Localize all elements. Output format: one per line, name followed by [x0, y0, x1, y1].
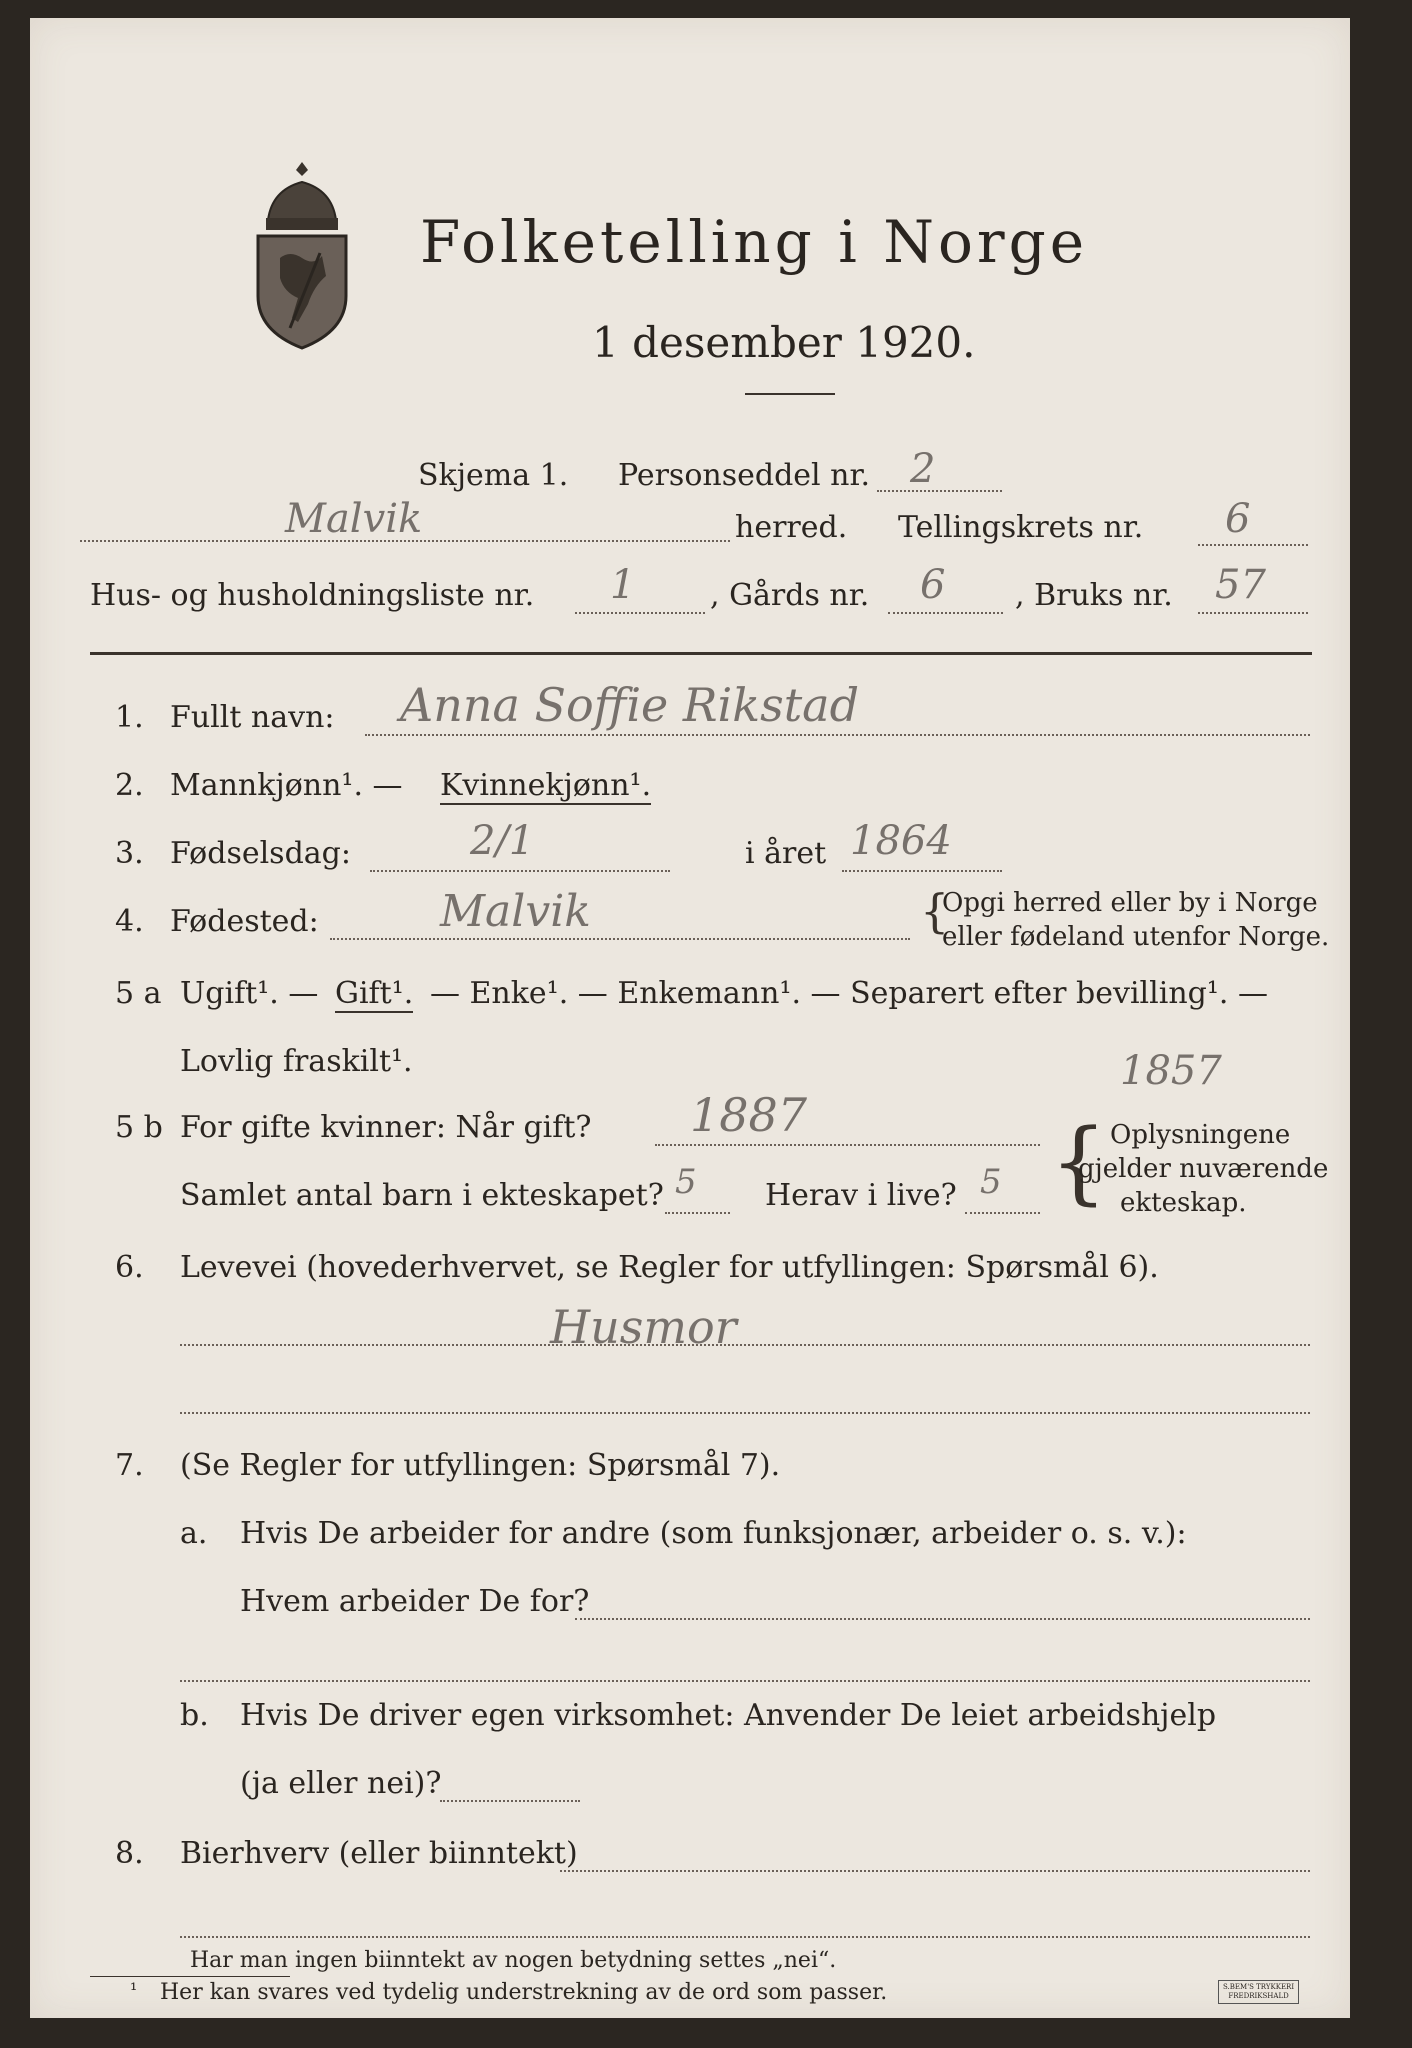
q6-value: Husmor	[550, 1300, 737, 1354]
bruks-label: , Bruks nr.	[1015, 578, 1173, 613]
hus-label: Hus- og husholdningsliste nr.	[90, 578, 535, 613]
q5b-value: 1887	[690, 1088, 808, 1142]
coat-of-arms-icon	[250, 158, 355, 353]
q7a-dotted-line	[575, 1618, 1310, 1620]
q6-dotted-line-1	[180, 1344, 1310, 1346]
footnote-rule	[90, 1976, 290, 1977]
q4-dotted-line	[330, 938, 910, 940]
q4-value: Malvik	[440, 886, 591, 937]
q5b-dotted-line	[655, 1144, 1040, 1146]
q7a-label2: Hvem arbeider De for?	[240, 1584, 590, 1619]
q7-number: 7.	[115, 1448, 144, 1483]
gards-value: 6	[920, 562, 946, 608]
q5b-number: 5 b	[115, 1110, 163, 1145]
herred-value: Malvik	[285, 496, 423, 542]
q5b-extra-year: 1857	[1120, 1048, 1222, 1094]
q6-dotted-line-2	[180, 1412, 1310, 1414]
q3-value: 2/1	[470, 818, 535, 864]
gards-label: , Gårds nr.	[710, 578, 870, 613]
q7-label: (Se Regler for utfyllingen: Spørsmål 7).	[180, 1448, 781, 1483]
q5b-barn-value: 5	[675, 1162, 697, 1202]
q7a-dotted-line-2	[180, 1680, 1310, 1682]
q2-number: 2.	[115, 768, 144, 803]
footnote-text: Her kan svares ved tydelig understrekning av de ord som passer.	[160, 1980, 888, 2005]
q5b-note-line1: Oplysningene	[1110, 1120, 1291, 1150]
q7b-letter: b.	[180, 1698, 209, 1733]
q8-dotted-line-2	[180, 1936, 1310, 1938]
q4-note-line2: eller fødeland utenfor Norge.	[942, 922, 1330, 952]
q5b-live-value: 5	[980, 1162, 1002, 1202]
tellingskrets-label: Tellingskrets nr.	[898, 510, 1144, 545]
q1-label: Fullt navn:	[170, 700, 335, 735]
q3-year-label: i året	[745, 836, 827, 871]
q7b-label: Hvis De driver egen virksomhet: Anvender De leiet arbeidshjelp	[240, 1698, 1217, 1733]
q7b-label2: (ja eller nei)?	[240, 1766, 442, 1801]
q5a-ugift: Ugift¹. —	[180, 976, 319, 1011]
q8-dotted-line	[560, 1870, 1310, 1872]
bruks-value: 57	[1215, 562, 1266, 608]
q5b-live-dotted-line	[965, 1212, 1040, 1214]
q2-female-underlined: Kvinnekjønn¹.	[440, 768, 652, 803]
q8-number: 8.	[115, 1836, 144, 1871]
q3-number: 3.	[115, 836, 144, 871]
q5b-label: For gifte kvinner: Når gift?	[180, 1110, 592, 1145]
q1-number: 1.	[115, 700, 144, 735]
q4-note-line1: Opgi herred eller by i Norge	[942, 888, 1318, 918]
q7b-dotted-line	[440, 1800, 580, 1802]
hus-dotted-line	[575, 612, 705, 614]
q3-dotted-line	[370, 870, 670, 872]
q8-label: Bierhverv (eller biinntekt)	[180, 1836, 578, 1871]
q5a-line2: Lovlig fraskilt¹.	[180, 1044, 413, 1079]
personseddel-label: Personseddel nr.	[618, 458, 871, 493]
printer-stamp-line2: FREDRIKSHALD	[1228, 1992, 1289, 2000]
q5a-gift-underlined: Gift¹.	[335, 976, 414, 1011]
bruks-dotted-line	[1198, 612, 1308, 614]
census-date: 1 desember 1920.	[592, 318, 976, 367]
q1-dotted-line	[365, 734, 1310, 736]
census-form-page	[30, 18, 1350, 2018]
hus-value: 1	[610, 562, 636, 608]
printer-stamp-line1: S.BEM'S TRYKKERI	[1223, 1983, 1295, 1991]
q1-value: Anna Soffie Rikstad	[400, 678, 860, 732]
tellingskrets-value: 6	[1225, 496, 1251, 542]
q5b-note-line2: gjelder nuværende	[1078, 1154, 1329, 1184]
footnote-mark: ¹	[130, 1980, 138, 2001]
q3-year-value: 1864	[850, 818, 952, 864]
title-divider	[745, 393, 835, 395]
q5b-brace: {	[1050, 1110, 1108, 1215]
q7a-letter: a.	[180, 1516, 208, 1551]
q5b-live-label: Herav i live?	[765, 1178, 957, 1213]
personseddel-value: 2	[910, 446, 936, 492]
herred-label: herred.	[735, 510, 848, 545]
printer-stamp	[1218, 1980, 1299, 2004]
q4-label: Fødested:	[170, 904, 319, 939]
q2-male: Mannkjønn¹. —	[170, 768, 403, 803]
personseddel-dotted-line	[877, 490, 1002, 492]
page-title: Folketelling i Norge	[420, 208, 1089, 276]
tellingskrets-dotted-line	[1198, 544, 1308, 546]
q4-number: 4.	[115, 904, 144, 939]
q5a-number: 5 a	[115, 976, 162, 1011]
q3-year-dotted-line	[842, 870, 1002, 872]
q5b-barn-label: Samlet antal barn i ekteskapet?	[180, 1178, 664, 1213]
q8-note: Har man ingen biinntekt av nogen betydning settes „nei“.	[190, 1948, 837, 1973]
q3-label: Fødselsdag:	[170, 836, 351, 871]
q5b-note-line3: ekteskap.	[1120, 1188, 1247, 1218]
q5b-barn-dotted-line	[665, 1212, 730, 1214]
header-separator	[90, 652, 1312, 655]
q6-number: 6.	[115, 1250, 144, 1285]
q5a-rest: — Enke¹. — Enkemann¹. — Separert efter bevilling¹. —	[430, 976, 1268, 1011]
skjema-label: Skjema 1.	[418, 458, 569, 493]
q4-brace: {	[920, 884, 950, 938]
q7a-label: Hvis De arbeider for andre (som funksjonær, arbeider o. s. v.):	[240, 1516, 1187, 1551]
gards-dotted-line	[888, 612, 1003, 614]
q6-label: Levevei (hovederhvervet, se Regler for utfyllingen: Spørsmål 6).	[180, 1250, 1159, 1285]
